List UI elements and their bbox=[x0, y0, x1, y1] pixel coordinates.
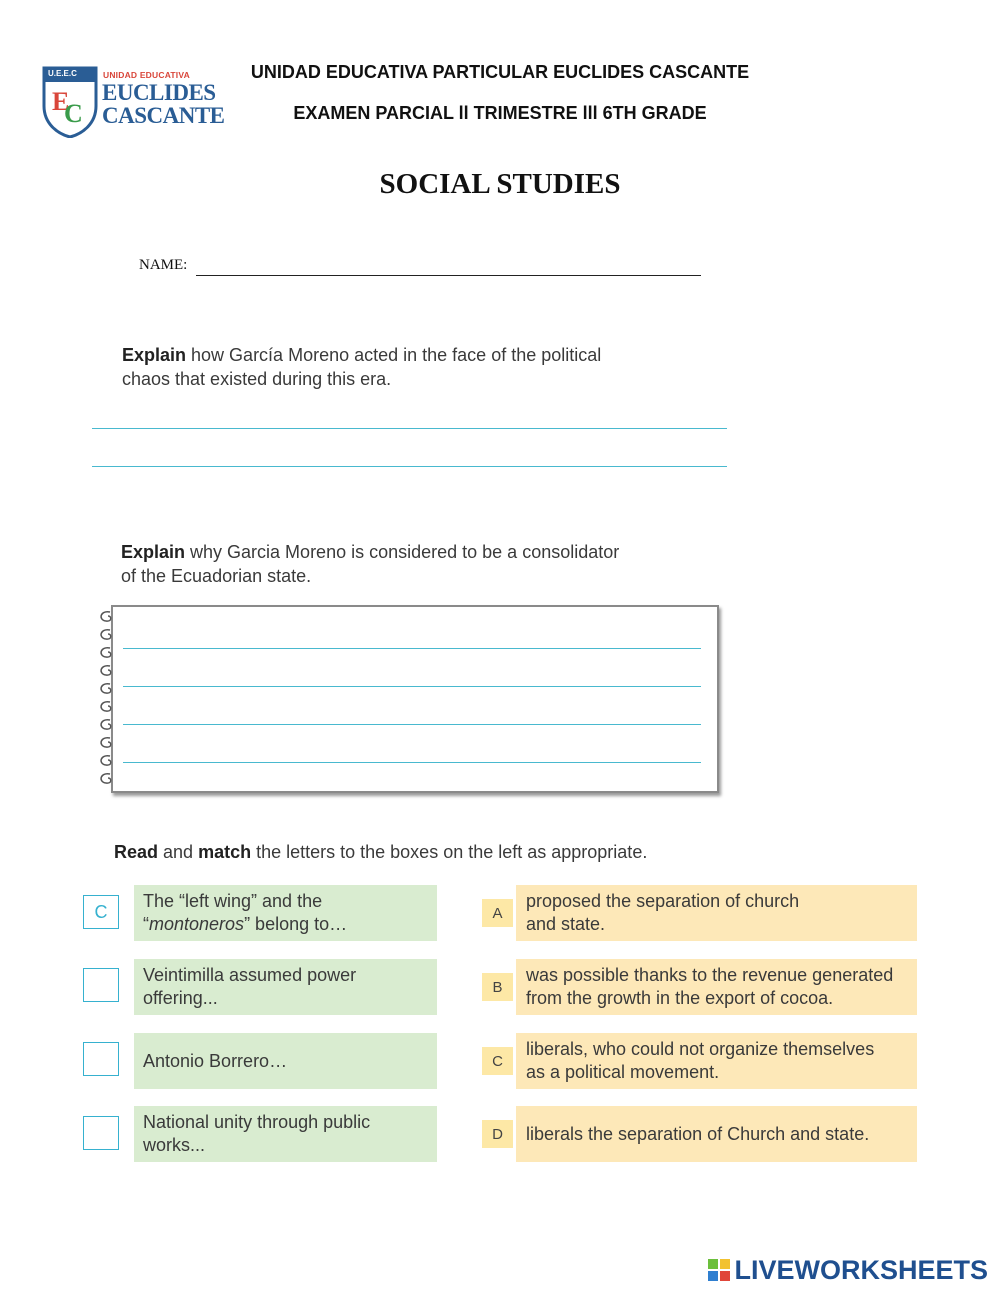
instr-match: match bbox=[198, 842, 252, 862]
notebook-line[interactable] bbox=[123, 724, 701, 725]
answer-box-1[interactable]: C bbox=[83, 895, 119, 929]
name-field[interactable] bbox=[196, 275, 701, 276]
question-2-line2: of the Ecuadorian state. bbox=[121, 566, 312, 586]
left-item-3-line1: Antonio Borrero… bbox=[143, 1050, 288, 1071]
answer-1-line-2[interactable] bbox=[92, 466, 727, 467]
svg-text:C: C bbox=[64, 99, 83, 128]
logo-acronym: U.E.E.C bbox=[48, 69, 77, 78]
left-item-2-line2: offering... bbox=[143, 988, 218, 1008]
right-item-d-line1: liberals the separation of Church and state. bbox=[526, 1123, 870, 1144]
letter-b: B bbox=[482, 973, 513, 1001]
letter-d: D bbox=[482, 1120, 513, 1148]
answer-1-line-1[interactable] bbox=[92, 428, 727, 429]
right-item-c bbox=[516, 1033, 917, 1089]
letter-c: C bbox=[482, 1047, 513, 1075]
right-item-b bbox=[516, 959, 917, 1015]
left-item-1 bbox=[134, 885, 437, 941]
notebook-answer-area[interactable] bbox=[111, 605, 719, 793]
liveworksheets-logo-icon bbox=[706, 1257, 732, 1283]
left-item-1-line1: The “left wing” and the bbox=[143, 891, 323, 911]
question-1-line1: how García Moreno acted in the face of the political bbox=[186, 345, 602, 365]
instr-read: Read bbox=[114, 842, 159, 862]
answer-box-3[interactable] bbox=[83, 1042, 119, 1076]
left-item-1-line2: ” belong to… bbox=[244, 914, 348, 934]
notebook-line[interactable] bbox=[123, 686, 701, 687]
question-1-line2: chaos that existed during this era. bbox=[122, 369, 392, 389]
left-item-4 bbox=[134, 1106, 437, 1162]
right-item-d bbox=[516, 1106, 917, 1162]
logo-subtitle: UNIDAD EDUCATIVA bbox=[103, 70, 190, 80]
instr-text1: and bbox=[158, 842, 199, 862]
question-2-verb: Explain bbox=[121, 542, 186, 562]
left-item-4-line1: National unity through public bbox=[143, 1112, 371, 1132]
page-title: SOCIAL STUDIES bbox=[379, 168, 621, 200]
notebook-line[interactable] bbox=[123, 648, 701, 649]
answer-box-4[interactable] bbox=[83, 1116, 119, 1150]
right-item-b-line1: was possible thanks to the revenue generated bbox=[526, 965, 894, 985]
logo-name-line1: EUCLIDES bbox=[102, 80, 216, 105]
right-item-a bbox=[516, 885, 917, 941]
question-1-verb: Explain bbox=[122, 345, 187, 365]
letter-a: A bbox=[482, 899, 513, 927]
left-item-2 bbox=[134, 959, 437, 1015]
left-item-3 bbox=[134, 1033, 437, 1089]
liveworksheets-brand bbox=[706, 1254, 988, 1286]
left-item-2-line1: Veintimilla assumed power bbox=[143, 965, 357, 985]
right-item-c-line2: as a political movement. bbox=[526, 1062, 720, 1082]
instr-text2: the letters to the boxes on the left as appropriate. bbox=[251, 842, 648, 862]
right-item-c-line1: liberals, who could not organize themselves bbox=[526, 1039, 875, 1059]
right-item-a-line2: and state. bbox=[526, 914, 606, 934]
question-2-line1: why Garcia Moreno is considered to be a consolidator bbox=[185, 542, 620, 562]
school-name: UNIDAD EDUCATIVA PARTICULAR EUCLIDES CASCANTE bbox=[250, 62, 750, 82]
exam-title: EXAMEN PARCIAL ll TRIMESTRE lll 6TH GRADE bbox=[293, 103, 707, 123]
matching-instructions bbox=[114, 842, 647, 863]
right-item-b-line2: from the growth in the export of cocoa. bbox=[526, 988, 834, 1008]
right-item-a-line1: proposed the separation of church bbox=[526, 891, 800, 911]
liveworksheets-text: LIVEWORKSHEETS bbox=[734, 1254, 988, 1285]
name-label: NAME: bbox=[139, 257, 188, 273]
svg-text:E: E bbox=[52, 87, 70, 116]
answer-box-2[interactable] bbox=[83, 968, 119, 1002]
spiral-binding-icon bbox=[96, 608, 116, 788]
question-2 bbox=[121, 540, 721, 588]
logo-name-line2: CASCANTE bbox=[102, 103, 225, 128]
notebook-line[interactable] bbox=[123, 762, 701, 763]
question-1 bbox=[122, 343, 722, 391]
left-item-1-quote-open: “ bbox=[143, 914, 149, 934]
left-item-1-emphasis: montoneros bbox=[149, 914, 245, 934]
left-item-4-line2: works... bbox=[143, 1135, 206, 1155]
